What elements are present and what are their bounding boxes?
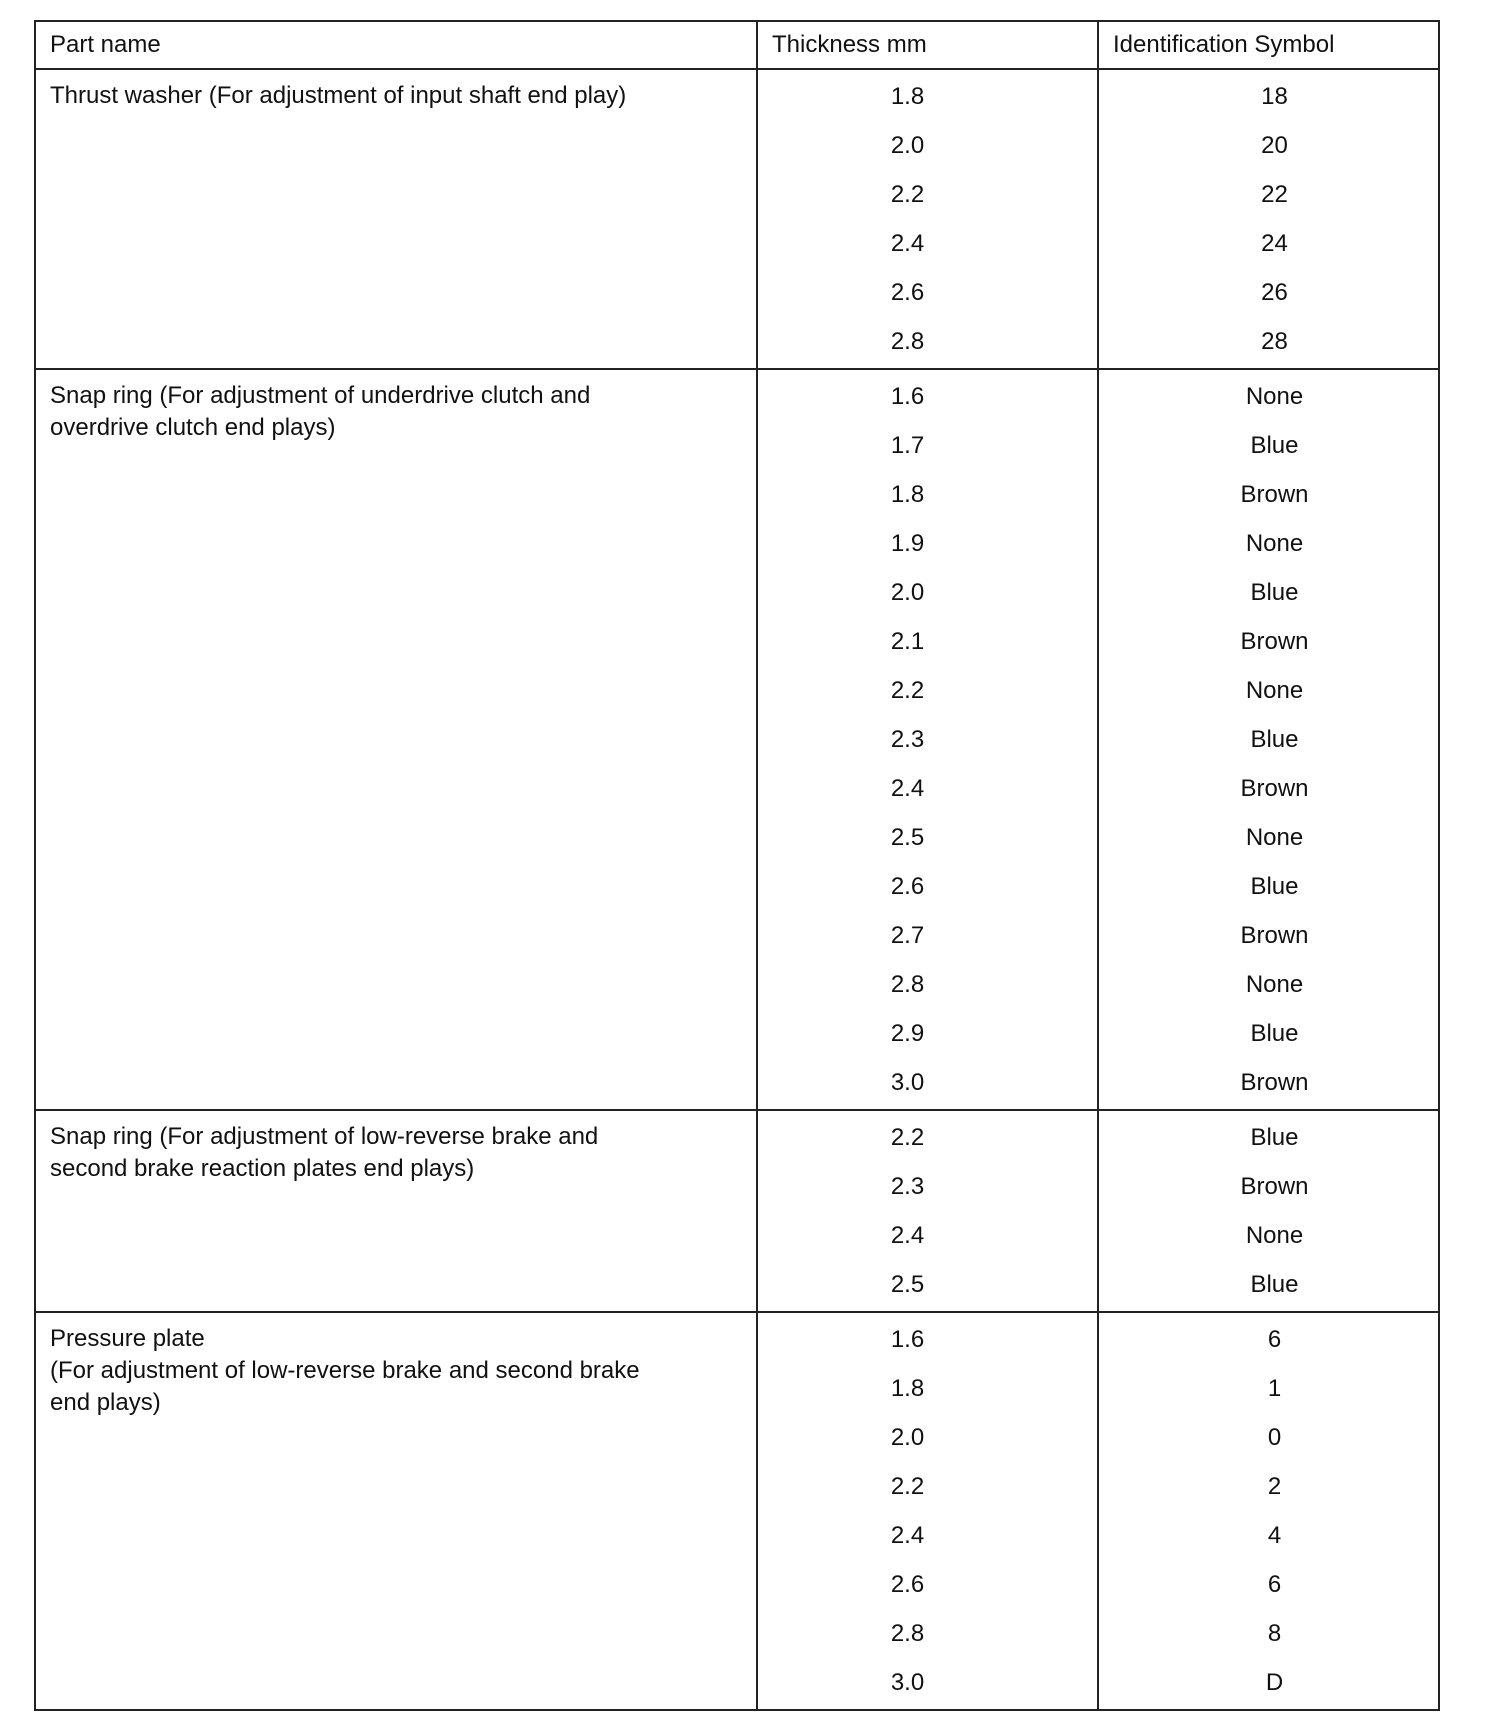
identification-value: Blue [1250,1020,1299,1047]
thickness-cell [757,1110,1098,1312]
part-name-cell [35,369,757,1110]
part-name-cell [35,1312,757,1710]
thickness-value: 2.3 [890,1173,925,1200]
identification-cell [1098,369,1439,1110]
thickness-value: 2.0 [890,579,925,606]
identification-value: 20 [1261,132,1288,159]
header-row [35,21,1439,69]
thickness-value: 2.6 [890,279,925,306]
identification-value: 26 [1261,279,1288,306]
table-row [35,1110,1439,1312]
part-name-line: overdrive clutch end plays) [50,414,336,441]
header-part-name: Part name [35,21,757,69]
identification-value: Brown [1240,481,1309,508]
thickness-value: 2.2 [890,181,925,208]
thickness-value: 2.6 [890,873,925,900]
thickness-value: 2.8 [890,971,925,998]
identification-value: 18 [1261,83,1288,110]
table-body [35,69,1439,1710]
parts-spec-table [34,20,1440,1711]
header-identification-symbol: Identification Symbol [1098,21,1439,69]
identification-value: 4 [1267,1522,1282,1549]
identification-cell [1098,1312,1439,1710]
identification-value: Brown [1240,775,1309,802]
part-name-line: Thrust washer (For adjustment of input shaft end play) [50,82,627,109]
thickness-value: 2.3 [890,726,925,753]
table-row [35,69,1439,369]
table-row [35,1312,1439,1710]
identification-value: 1 [1267,1375,1282,1402]
thickness-value: 2.8 [890,328,925,355]
header-thickness: Thickness mm [757,21,1098,69]
identification-value: None [1245,677,1304,704]
thickness-value: 2.4 [890,1222,925,1249]
identification-value: None [1245,824,1304,851]
thickness-value: 2.0 [890,1424,925,1451]
thickness-value: 2.4 [890,775,925,802]
thickness-value: 2.4 [890,1522,925,1549]
thickness-value: 2.0 [890,132,925,159]
part-name-cell [35,69,757,369]
thickness-value: 2.2 [890,1473,925,1500]
thickness-value: 2.5 [890,1271,925,1298]
part-name-line: Snap ring (For adjustment of underdrive clutch and [50,382,591,409]
part-name-line: Pressure plate [50,1325,205,1352]
identification-value: None [1245,530,1304,557]
table-row [35,369,1439,1110]
thickness-value: 2.1 [890,628,925,655]
identification-value: Blue [1250,726,1299,753]
identification-value: None [1245,971,1304,998]
part-name-line: second brake reaction plates end plays) [50,1155,475,1182]
identification-value: 2 [1267,1473,1282,1500]
identification-value: 6 [1267,1326,1282,1353]
part-name-line: end plays) [50,1389,161,1416]
thickness-value: 1.8 [890,83,925,110]
part-name-line: Snap ring (For adjustment of low-reverse brake and [50,1123,599,1150]
identification-value: Brown [1240,1069,1309,1096]
identification-cell [1098,1110,1439,1312]
identification-value: 0 [1267,1424,1282,1451]
identification-value: Blue [1250,1271,1299,1298]
identification-value: 8 [1267,1620,1282,1647]
thickness-value: 3.0 [890,1069,925,1096]
identification-value: D [1265,1669,1284,1696]
thickness-value: 1.8 [890,481,925,508]
identification-value: Brown [1240,922,1309,949]
identification-value: Blue [1250,1124,1299,1151]
table-header [35,21,1439,69]
thickness-value: 1.9 [890,530,925,557]
thickness-value: 2.2 [890,1124,925,1151]
thickness-cell [757,69,1098,369]
thickness-value: 1.8 [890,1375,925,1402]
identification-value: 24 [1261,230,1288,257]
identification-value: Blue [1250,432,1299,459]
thickness-value: 1.6 [890,383,925,410]
part-name-line: (For adjustment of low-reverse brake and second brake [50,1357,640,1384]
thickness-value: 2.8 [890,1620,925,1647]
thickness-value: 2.4 [890,230,925,257]
identification-value: Blue [1250,579,1299,606]
thickness-value: 2.9 [890,1020,925,1047]
thickness-value: 2.6 [890,1571,925,1598]
thickness-value: 2.5 [890,824,925,851]
thickness-cell [757,1312,1098,1710]
identification-value: None [1245,383,1304,410]
identification-value: None [1245,1222,1304,1249]
thickness-value: 1.7 [890,432,925,459]
identification-cell [1098,69,1439,369]
identification-value: 6 [1267,1571,1282,1598]
identification-value: Brown [1240,628,1309,655]
thickness-cell [757,369,1098,1110]
identification-value: Blue [1250,873,1299,900]
identification-value: 22 [1261,181,1288,208]
thickness-value: 2.7 [890,922,925,949]
identification-value: Brown [1240,1173,1309,1200]
thickness-value: 1.6 [890,1326,925,1353]
part-name-cell [35,1110,757,1312]
thickness-value: 2.2 [890,677,925,704]
identification-value: 28 [1261,328,1288,355]
thickness-value: 3.0 [890,1669,925,1696]
